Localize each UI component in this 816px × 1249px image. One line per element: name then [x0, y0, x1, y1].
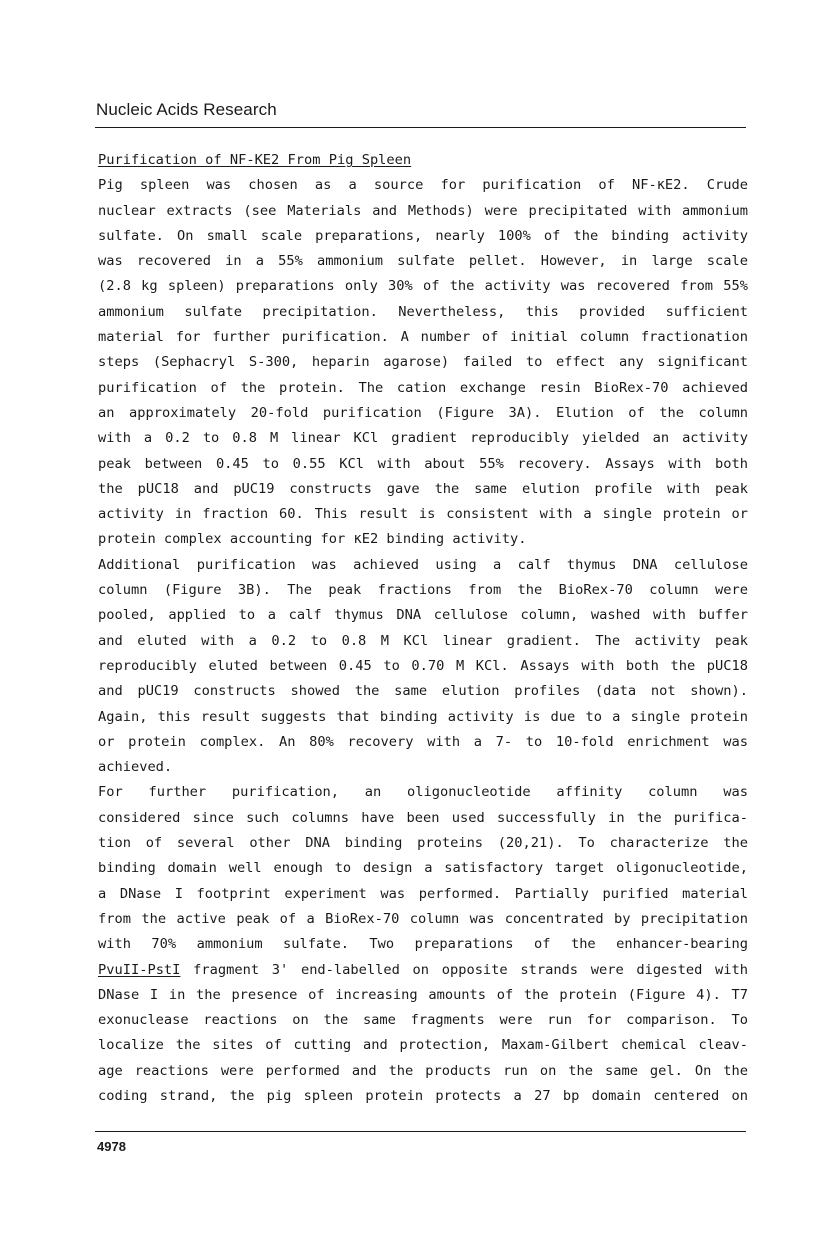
body-line: was recovered in a 55% ammonium sulfate pellet. However, in large scale	[98, 253, 748, 270]
body-line: localize the sites of cutting and protection, Maxam-Gilbert chemical cleav-	[98, 1037, 748, 1054]
footer-rule	[95, 1131, 746, 1132]
body-line: steps (Sephacryl S-300, heparin agarose) failed to effect any significant	[98, 354, 748, 371]
journal-title: Nucleic Acids Research	[96, 100, 277, 119]
body-line: For further purification, an oligonucleotide affinity column was	[98, 784, 748, 801]
body-line: (2.8 kg spleen) preparations only 30% of the activity was recovered from 55%	[98, 278, 748, 295]
body-line: Additional purification was achieved using a calf thymus DNA cellulose	[98, 556, 748, 573]
body-line: and eluted with a 0.2 to 0.8 M KCl linear gradient. The activity peak	[98, 632, 748, 649]
body-line: nuclear extracts (see Materials and Methods) were precipitated with ammonium	[98, 202, 748, 219]
body-line: sulfate. On small scale preparations, nearly 100% of the binding activity	[98, 227, 748, 244]
restriction-site-psti: PstI	[147, 961, 181, 978]
body-line: coding strand, the pig spleen protein protects a 27 bp domain centered on	[98, 1087, 748, 1104]
body-line: column (Figure 3B). The peak fractions from the BioRex-70 column were	[98, 582, 748, 599]
page-number: 4978	[97, 1139, 126, 1154]
body-line: Again, this result suggests that binding activity is due to a single protein	[98, 708, 748, 725]
body-line: with a 0.2 to 0.8 M linear KCl gradient reproducibly yielded an activity	[98, 430, 748, 447]
body-line: binding domain well enough to design a satisfactory target oligonucleotide,	[98, 860, 748, 877]
body-line: reproducibly eluted between 0.45 to 0.70 M KCl. Assays with both the pUC18	[98, 657, 748, 674]
section-heading: Purification of NF-KE2 From Pig Spleen	[98, 152, 412, 168]
body-line: pooled, applied to a calf thymus DNA cellulose column, washed with buffer	[98, 607, 748, 624]
restriction-dash: -	[139, 961, 148, 978]
article-body	[98, 148, 748, 1109]
body-line: purification of the protein. The cation exchange resin BioRex-70 achieved	[98, 379, 748, 396]
restriction-fragment-name	[98, 962, 180, 978]
body-line: activity in fraction 60. This result is consistent with a single protein or	[98, 506, 748, 523]
body-line-remainder: fragment 3' end-labelled on opposite strands were digested with	[193, 961, 749, 978]
body-line: age reactions were performed and the products run on the same gel. On the	[98, 1062, 748, 1079]
body-line: and pUC19 constructs showed the same elution profiles (data not shown).	[98, 683, 748, 700]
body-line: material for further purification. A number of initial column fractionation	[98, 329, 748, 346]
body-line: protein complex accounting for κE2 binding activity.	[98, 531, 527, 548]
body-line: achieved.	[98, 759, 173, 776]
body-line: an approximately 20-fold purification (Figure 3A). Elution of the column	[98, 404, 748, 421]
body-line: with 70% ammonium sulfate. Two preparations of the enhancer-bearing	[98, 936, 748, 953]
header-rule	[95, 127, 746, 128]
restriction-site-pvuii: PvuII	[98, 961, 140, 978]
body-line: considered since such columns have been used successfully in the purifica-	[98, 809, 748, 826]
body-line: peak between 0.45 to 0.55 KCl with about 55% recovery. Assays with both	[98, 455, 748, 472]
body-line: exonuclease reactions on the same fragments were run for comparison. To	[98, 1012, 748, 1029]
body-line: tion of several other DNA binding proteins (20,21). To characterize the	[98, 835, 748, 852]
body-line-with-restriction-sites	[98, 958, 748, 983]
body-line: from the active peak of a BioRex-70 column was concentrated by precipitation	[98, 910, 748, 927]
body-line: a DNase I footprint experiment was performed. Partially purified material	[98, 885, 748, 902]
body-line: or protein complex. An 80% recovery with a 7- to 10-fold enrichment was	[98, 733, 748, 750]
body-line: the pUC18 and pUC19 constructs gave the same elution profile with peak	[98, 480, 748, 497]
body-line: ammonium sulfate precipitation. Nevertheless, this provided sufficient	[98, 303, 748, 320]
body-line: Pig spleen was chosen as a source for purification of NF-κE2. Crude	[98, 177, 748, 194]
body-line: DNase I in the presence of increasing amounts of the protein (Figure 4). T7	[98, 986, 748, 1003]
